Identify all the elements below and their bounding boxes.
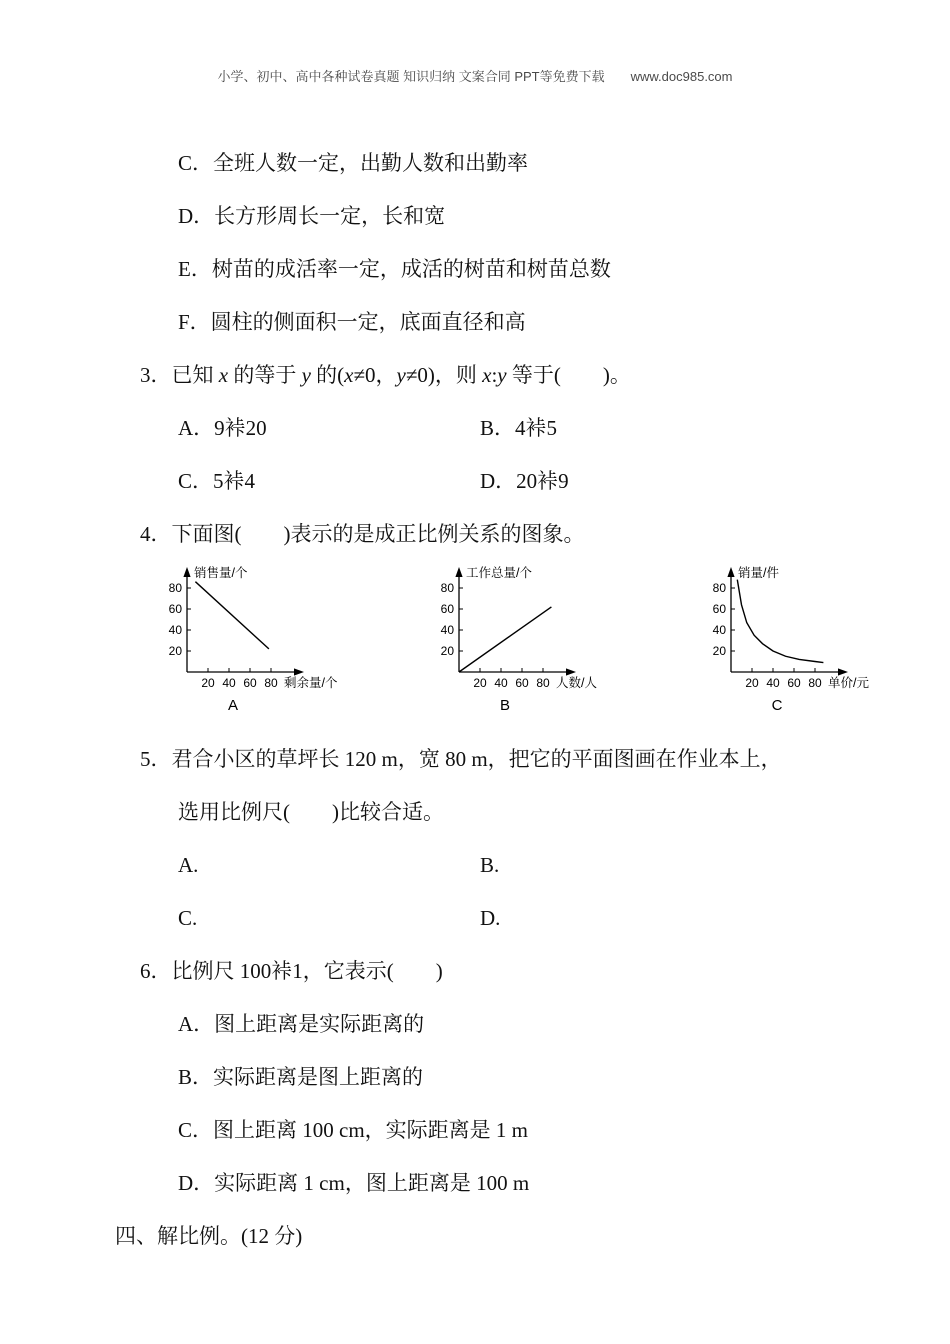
svg-text:80: 80: [440, 581, 454, 595]
header-site-link[interactable]: www.doc985.com: [630, 69, 733, 84]
svg-text:60: 60: [787, 676, 801, 690]
svg-text:80: 80: [712, 581, 726, 595]
q6-option-b: B．实际距离是图上距离的: [178, 1065, 424, 1089]
svg-text:80: 80: [264, 676, 278, 690]
q3-option-b: B．4裃5: [480, 416, 558, 440]
graph-a-plot: [147, 560, 385, 716]
q3-option-d: D．20裃9: [480, 469, 569, 493]
graph-a: [147, 560, 385, 722]
svg-text:40: 40: [494, 676, 508, 690]
header-note: 小学、初中、高中各种试卷真题 知识归纳 文案合同 PPT等免费下载: [217, 69, 605, 84]
svg-text:60: 60: [515, 676, 529, 690]
svg-text:40: 40: [168, 623, 182, 637]
svg-text:B: B: [499, 697, 511, 714]
svg-text:剩余量/个: 剩余量/个: [284, 676, 338, 690]
graph-b: [419, 560, 657, 722]
svg-text:60: 60: [712, 602, 726, 616]
svg-text:80: 80: [808, 676, 822, 690]
page-header: [0, 0, 950, 85]
svg-text:40: 40: [222, 676, 236, 690]
svg-text:20: 20: [473, 676, 487, 690]
svg-text:60: 60: [243, 676, 257, 690]
section-4-heading: 四、解比例。(12 分): [115, 1224, 303, 1248]
q3-stem: 3．已知 x 的等于 y 的(x≠0，y≠0)，则 x:y 等于( )。: [140, 363, 631, 387]
q4-graphs: [147, 560, 880, 722]
q5-option-c: C.: [178, 906, 198, 930]
q6-option-d: D．实际距离 1 cm，图上距离是 100 m: [178, 1171, 530, 1195]
q3-options-row-1: [178, 412, 880, 444]
svg-text:40: 40: [766, 676, 780, 690]
svg-text:人数/人: 人数/人: [556, 676, 597, 690]
q2-option-d: D．长方形周长一定，长和宽: [178, 204, 446, 228]
graph-c: [691, 560, 929, 722]
svg-text:80: 80: [168, 581, 182, 595]
q5-option-a: A.: [178, 853, 199, 877]
q6-option-c: C．图上距离 100 cm，实际距离是 1 m: [178, 1118, 528, 1142]
svg-text:单价/元: 单价/元: [828, 676, 869, 690]
q5-option-b: B.: [480, 853, 500, 877]
q5-stem-line2: 选用比例尺( )比较合适。: [178, 800, 444, 824]
q4-stem: 4．下面图( )表示的是成正比例关系的图象。: [140, 522, 585, 546]
q5-options-row-2: [178, 902, 880, 934]
q3-option-a: A．9裃20: [178, 416, 267, 440]
svg-text:20: 20: [745, 676, 759, 690]
graph-c-plot: [691, 560, 929, 716]
graph-b-plot: [419, 560, 657, 716]
svg-text:60: 60: [168, 602, 182, 616]
q5-options-row-1: [178, 849, 880, 881]
q2-option-f: F．圆柱的侧面积一定，底面直径和高: [178, 310, 526, 334]
q2-option-c: C．全班人数一定，出勤人数和出勤率: [178, 151, 529, 175]
exam-body: [0, 147, 950, 1252]
q5-stem-line1: 5．君合小区的草坪长 120 m，宽 80 m，把它的平面图画在作业本上，: [140, 747, 782, 771]
q6-stem: 6．比例尺 100裃1，它表示( ): [140, 959, 443, 983]
svg-text:20: 20: [168, 644, 182, 658]
svg-text:C: C: [771, 697, 783, 714]
q6-option-a: A．图上距离是实际距离的: [178, 1012, 425, 1036]
q3-option-c: C．5裃4: [178, 469, 256, 493]
svg-text:20: 20: [712, 644, 726, 658]
svg-text:A: A: [227, 697, 239, 714]
q5-option-d: D.: [480, 906, 501, 930]
svg-text:销售量/个: 销售量/个: [194, 566, 248, 580]
svg-text:80: 80: [536, 676, 550, 690]
svg-text:20: 20: [440, 644, 454, 658]
svg-text:20: 20: [201, 676, 215, 690]
q2-option-e: E．树苗的成活率一定，成活的树苗和树苗总数: [178, 257, 611, 281]
q3-options-row-2: [178, 465, 880, 497]
svg-text:40: 40: [712, 623, 726, 637]
svg-text:60: 60: [440, 602, 454, 616]
svg-text:40: 40: [440, 623, 454, 637]
svg-text:工作总量/个: 工作总量/个: [466, 566, 532, 580]
svg-text:销量/件: 销量/件: [738, 566, 779, 580]
